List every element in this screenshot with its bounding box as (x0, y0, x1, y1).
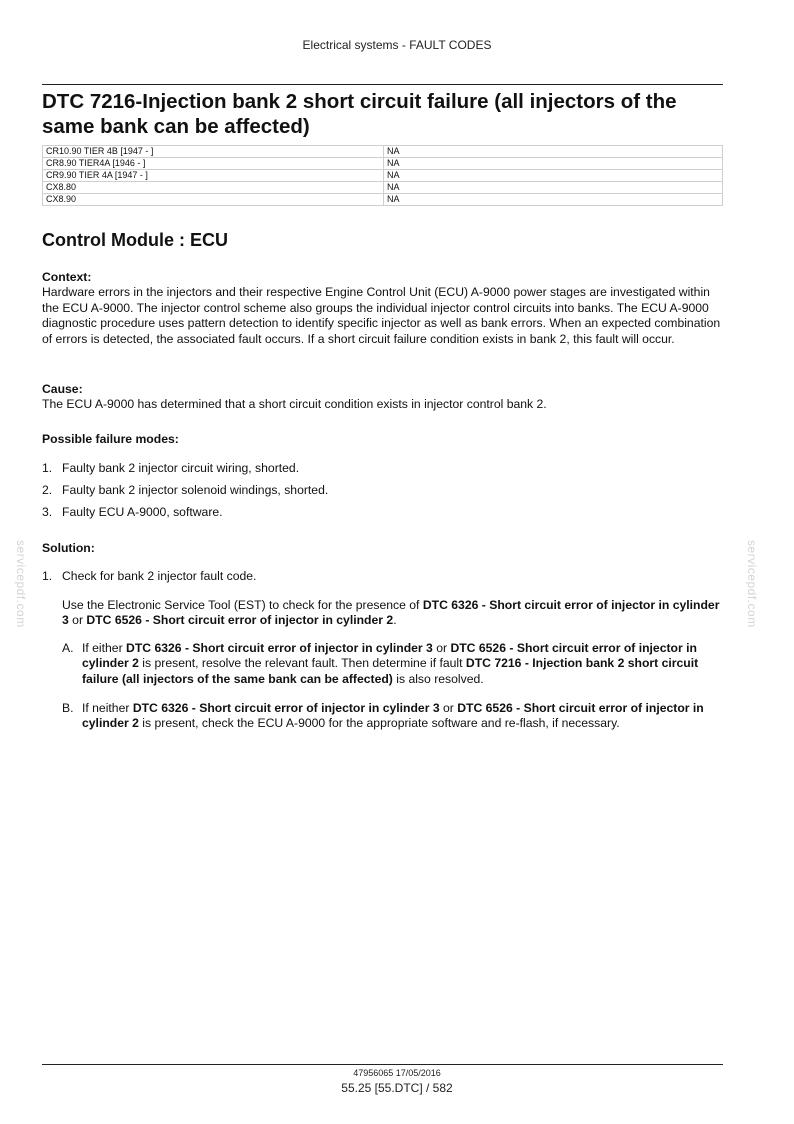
running-header: Electrical systems - FAULT CODES (302, 38, 492, 52)
footer-page-number: 55.25 [55.DTC] / 582 (341, 1081, 453, 1095)
list-item-number: 2. (42, 483, 53, 497)
list-item (42, 505, 223, 520)
substep-text: If either (82, 641, 127, 655)
list-item-number: 1. (42, 461, 53, 475)
list-item-number: 1. (42, 569, 53, 583)
list-item (42, 461, 299, 476)
cause-text: The ECU A-9000 has determined that a short circuit condition exists in injector control bank 2. (42, 397, 547, 412)
page-title: DTC 7216-Injection bank 2 short circuit failure (all injectors of the same bank can be affected) (42, 90, 677, 138)
failure-modes-label: Possible failure modes: (42, 432, 179, 446)
table-row (43, 158, 723, 170)
substep-text: is also resolved. (392, 671, 484, 686)
list-item-text: Faulty ECU A-9000, software. (62, 505, 223, 519)
model-cell: CX8.90 (43, 194, 384, 206)
dtc-reference: DTC 6326 - Short circuit error of injector in cylinder 3 (126, 641, 433, 655)
table-row (43, 170, 723, 182)
dtc-reference: DTC 6526 - Short circuit error of injector in cylinder 2 (86, 613, 394, 628)
model-cell: CR9.90 TIER 4A [1947 - ] (43, 170, 384, 182)
table-row (43, 182, 723, 194)
value-cell: NA (384, 158, 723, 170)
context-text: Hardware errors in the injectors and their respective Engine Control Unit (ECU) A-9000 power stages are investigated within the ECU A-9000. The injector control scheme also groups the individual injector control circuits into banks. The ECU A-9000 diagnostic procedure uses pattern detection to identify specific injector as well as bank errors. When an expected combination of errors is detected, the associated fault occurs. If a short circuit failure condition exists in bank 2, this fault will occur. (42, 285, 721, 346)
value-cell: NA (384, 170, 723, 182)
table-row (43, 194, 723, 206)
list-item-text: Faulty bank 2 injector circuit wiring, shorted. (62, 461, 300, 475)
model-applicability-table (42, 145, 723, 206)
footer-document-id: 47956065 17/05/2016 (353, 1068, 441, 1078)
value-cell: NA (384, 146, 723, 158)
detail-text: or (68, 613, 87, 628)
substep-letter: B. (62, 701, 74, 715)
value-cell: NA (384, 194, 723, 206)
dtc-reference: DTC 6326 - Short circuit error of injector in cylinder 3 (132, 701, 440, 715)
substep-text: is present, resolve the relevant fault. Then determine if fault (138, 656, 466, 671)
watermark-right: servicepdf.com (745, 540, 759, 628)
substep-letter: A. (62, 641, 74, 655)
control-module-value: ECU (190, 230, 229, 250)
list-item-number: 3. (42, 505, 53, 519)
substep-text: is present, check the ECU A-9000 for the appropriate software and re-flash, if necessary. (138, 716, 620, 731)
substep-text: or (439, 701, 458, 715)
watermark-left: servicepdf.com (14, 540, 28, 628)
substep-text: If neither (82, 701, 133, 715)
context-label: Context: (42, 270, 92, 284)
list-item-text: Check for bank 2 injector fault code. (62, 569, 257, 583)
solution-heading (42, 541, 724, 556)
dtc-reference: DTC 7216 - Injection bank 2 short circuit failure (all injectors of the same bank can be affected) (82, 656, 699, 686)
list-item (42, 569, 256, 584)
context-section (42, 270, 724, 347)
header-divider (42, 84, 723, 85)
detail-text: Use the Electronic Service Tool (EST) to check for the presence of (62, 598, 423, 612)
model-cell: CR10.90 TIER 4B [1947 - ] (43, 146, 384, 158)
dtc-reference: DTC 6526 - Short circuit error of injector in cylinder 2 (82, 701, 704, 731)
solution-label: Solution: (42, 541, 95, 555)
failure-modes-heading (42, 432, 724, 447)
control-module-heading (42, 230, 228, 251)
list-item (42, 483, 328, 498)
footer-divider (42, 1064, 723, 1065)
control-module-label: Control Module : (42, 230, 185, 250)
detail-text: . (393, 613, 397, 628)
model-cell: CX8.80 (43, 182, 384, 194)
model-cell: CR8.90 TIER4A [1946 - ] (43, 158, 384, 170)
table-row (43, 146, 723, 158)
cause-section (42, 382, 724, 413)
substep-body (82, 641, 723, 687)
value-cell: NA (384, 182, 723, 194)
solution-step-detail (62, 598, 724, 629)
dtc-reference: DTC 6326 - Short circuit error of injector in cylinder 3 (62, 598, 720, 628)
substep-body (82, 701, 723, 732)
list-item-text: Faulty bank 2 injector solenoid windings, shorted. (62, 483, 329, 497)
substep-text: or (432, 641, 451, 655)
cause-label: Cause: (42, 382, 83, 396)
dtc-reference: DTC 6526 - Short circuit error of injector in cylinder 2 (82, 641, 697, 671)
